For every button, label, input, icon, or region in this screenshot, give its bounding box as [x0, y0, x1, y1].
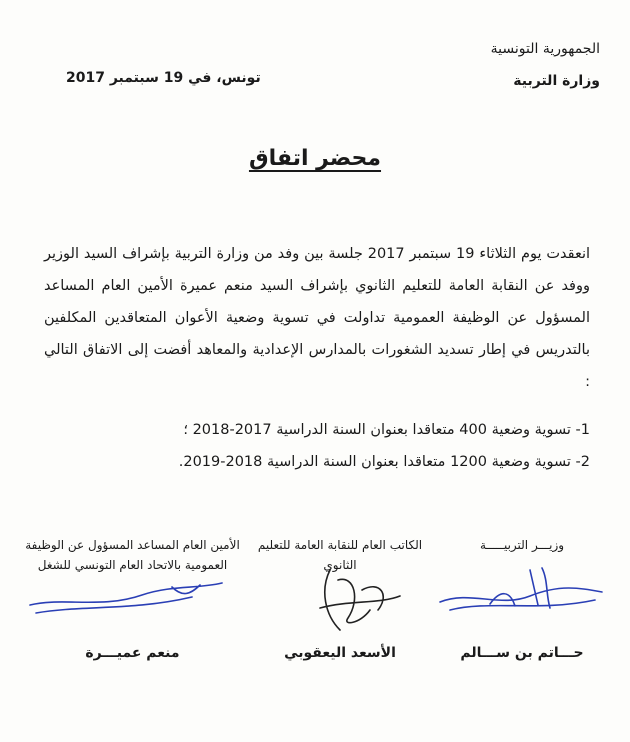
- signatory-role: الأمين العام المساعد المسؤول عن الوظيفة العمومية بالاتحاد العام التونسي للشغل: [25, 538, 240, 572]
- signatory-role: الكاتب العام للنقابة العامة للتعليم الثانوي: [257, 538, 423, 572]
- signatory-name: الأسعد اليعقوبي: [284, 645, 396, 661]
- republic-name: الجمهورية التونسية: [490, 41, 600, 57]
- ministry-name: وزارة التربية: [513, 73, 600, 89]
- document-title: محضر اتفاق: [248, 146, 382, 171]
- agreement-item-2: 2- تسوية وضعية 1200 متعاقدا بعنوان السنة الدراسية 2018-2019.: [178, 454, 590, 470]
- agreement-paragraph: انعقدت يوم الثلاثاء 19 سبتمبر 2017 جلسة بين وفد من وزارة التربية بإشراف السيد الوزير ووفد عن النقابة العامة للتعليم الثانوي بإشراف السيد منعم عميرة الأمين العام المساعد المسؤول عن الوظيفة العمومية تداولت في تسوية وضعية الأعوان المتعاقدين المكلفين بالتدريس في إطار تسديد الشغورات بالمدارس الإعدادية والمعاهد أفضت إلى الاتفاق التالي :: [44, 246, 591, 390]
- signatory-name: حـــاتم بن ســـالم: [460, 645, 584, 661]
- agreement-items: [40, 414, 590, 478]
- signature-scribble-minister: [430, 560, 610, 620]
- signatory-name: منعم عميـــرة: [85, 645, 180, 661]
- signatory-role: وزيـــر التربيـــــة: [479, 538, 565, 552]
- agreement-item-1: 1- تسوية وضعية 400 متعاقدا بعنوان السنة الدراسية 2017-2018 ؛: [183, 422, 590, 438]
- signature-scribble-ugtt: [22, 575, 232, 620]
- letterhead: [491, 38, 600, 92]
- signature-scribble-union-secretary: [300, 560, 410, 635]
- document-date: تونس، في 19 سبتمبر 2017: [66, 70, 261, 86]
